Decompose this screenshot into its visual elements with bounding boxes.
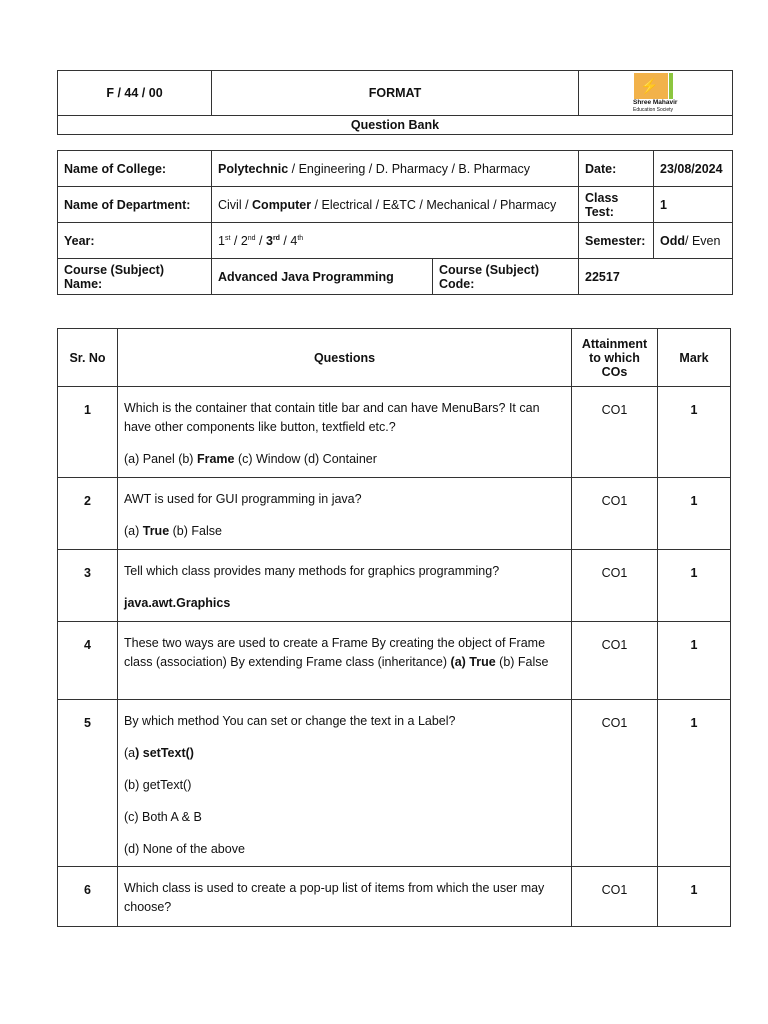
year-options: 1st / 2nd / 3rd / 4th: [212, 223, 579, 259]
question-mark: 1: [658, 622, 731, 700]
question-number: 5: [58, 700, 118, 867]
course-outcome: CO1: [572, 867, 658, 927]
col-questions: Questions: [118, 329, 572, 387]
logo-cell: [579, 71, 733, 116]
question-number: 2: [58, 478, 118, 550]
format-code: F / 44 / 00: [58, 71, 212, 116]
table-row: [58, 478, 731, 550]
col-attainment: Attainment to which COs: [572, 329, 658, 387]
question-mark: 1: [658, 478, 731, 550]
date-label: Date:: [579, 151, 654, 187]
document-subtitle: Question Bank: [58, 116, 733, 135]
question-mark: 1: [658, 867, 731, 927]
questions-table: [57, 328, 731, 927]
semester-label: Semester:: [579, 223, 654, 259]
course-outcome: CO1: [572, 700, 658, 867]
institute-logo: [579, 71, 732, 115]
question-mark: 1: [658, 550, 731, 622]
class-test-value: 1: [654, 187, 733, 223]
question-number: 6: [58, 867, 118, 927]
question-text: By which method You can set or change the text in a Label? (a) setText() (b) getText() (c) Both A & B (d) None of the above: [118, 700, 572, 867]
question-text: Which class is used to create a pop-up list of items from which the user may choose?: [118, 867, 572, 927]
course-outcome: CO1: [572, 622, 658, 700]
question-number: 1: [58, 387, 118, 478]
question-text: Which is the container that contain title bar and can have MenuBars? It can have other components like button, textfield etc.? (a) Panel (b) Frame (c) Window (d) Container: [118, 387, 572, 478]
logo-text: Shree Mahavir: [633, 99, 678, 106]
table-row: [58, 867, 731, 927]
table-row: [58, 550, 731, 622]
table-row: [58, 700, 731, 867]
logo-subtext: Education Society: [633, 107, 674, 113]
questions-header-row: [58, 329, 731, 387]
course-outcome: CO1: [572, 550, 658, 622]
format-label: FORMAT: [212, 71, 579, 116]
course-code-value: 22517: [579, 259, 733, 295]
course-info-table: [57, 150, 733, 295]
date-value: 23/08/2024: [654, 151, 733, 187]
question-number: 3: [58, 550, 118, 622]
col-sr-no: Sr. No: [58, 329, 118, 387]
course-name-value: Advanced Java Programming: [212, 259, 433, 295]
college-label: Name of College:: [58, 151, 212, 187]
course-name-label: Course (Subject) Name:: [58, 259, 212, 295]
question-number: 4: [58, 622, 118, 700]
year-label: Year:: [58, 223, 212, 259]
question-text: Tell which class provides many methods for graphics programming? java.awt.Graphics: [118, 550, 572, 622]
course-outcome: CO1: [572, 387, 658, 478]
department-options: Civil / Computer / Electrical / E&TC / Mechanical / Pharmacy: [212, 187, 579, 223]
question-text: These two ways are used to create a Frame By creating the object of Frame class (association) By extending Frame class (inheritance) (a) True (b) False: [118, 622, 572, 700]
college-options: Polytechnic / Engineering / D. Pharmacy / B. Pharmacy: [212, 151, 579, 187]
class-test-label: Class Test:: [579, 187, 654, 223]
format-header-table: [57, 70, 733, 135]
table-row: [58, 387, 731, 478]
question-mark: 1: [658, 700, 731, 867]
table-row: [58, 622, 731, 700]
course-code-label: Course (Subject) Code:: [433, 259, 579, 295]
department-label: Name of Department:: [58, 187, 212, 223]
semester-options: Odd/ Even: [654, 223, 733, 259]
col-mark: Mark: [658, 329, 731, 387]
course-outcome: CO1: [572, 478, 658, 550]
lightning-icon: ⚡: [640, 78, 659, 95]
question-mark: 1: [658, 387, 731, 478]
question-text: AWT is used for GUI programming in java? (a) True (b) False: [118, 478, 572, 550]
